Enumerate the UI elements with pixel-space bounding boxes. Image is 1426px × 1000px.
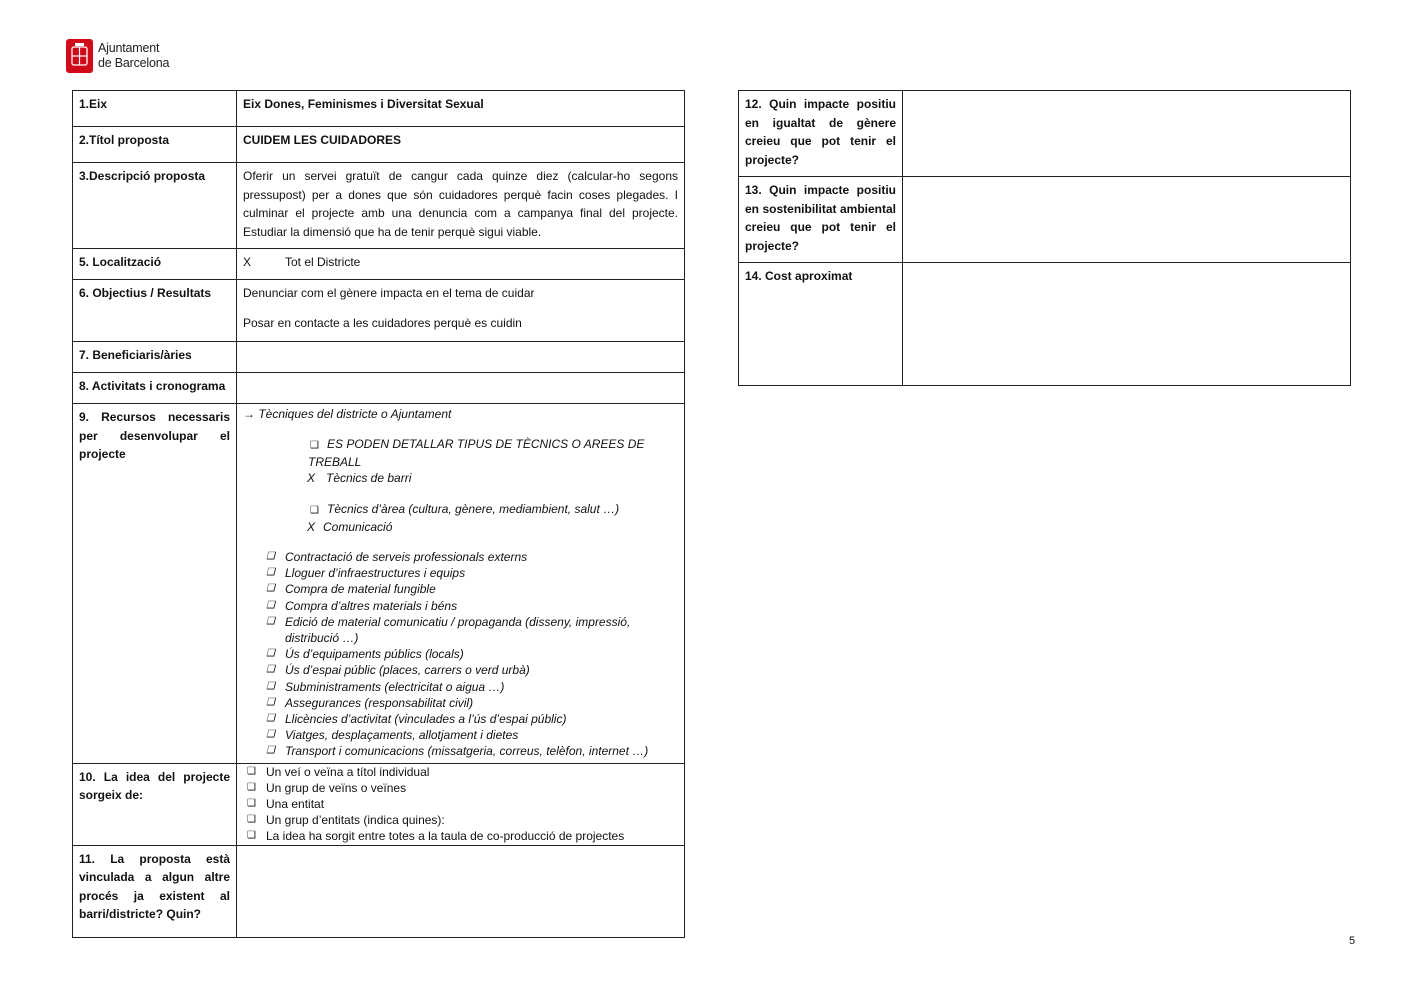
value-descripcio: Oferir un servei gratuït de cangur cada quinze diez (calcular-ho segons pressupost) per a dones que són cuidadores perquè facin coses plegades. I culminar el projecte amb una denuncia com a campanya final del projecte. Estudiar la dimensió que ha de tenir perquè sigui viable. [237, 163, 685, 249]
recurs-item-text: Assegurances (responsabilitat civil) [285, 695, 474, 710]
row-recursos [73, 404, 685, 764]
x-mark: X [307, 519, 316, 534]
value-impacte-ambiental[interactable] [903, 177, 1351, 263]
recurs-item-text: Ús d’equipaments públics (locals) [285, 647, 464, 662]
row-titol [73, 127, 685, 163]
recurs-item [264, 549, 678, 565]
localitzacio-mark: X [243, 255, 252, 269]
checkbox-icon[interactable]: ❑ [266, 567, 275, 579]
origen-item-text: Un grup d’entitats (indica quines): [266, 813, 445, 828]
checkbox-icon[interactable]: ❑ [266, 599, 275, 611]
label-activitats: 8. Activitats i cronograma [73, 373, 237, 404]
recurs-item-text: Compra de material fungible [285, 582, 436, 597]
objectiu-2: Posar en contacte a les cuidadores perquè es cuidin [243, 315, 522, 330]
recursos-detall-block [308, 436, 678, 535]
recurs-item [264, 598, 678, 614]
checkbox-icon[interactable]: ❑ [247, 765, 256, 777]
recursos-sub-2 [308, 501, 678, 519]
recurs-item [264, 679, 678, 695]
origen-item [245, 812, 678, 828]
origen-item-text: La idea ha sorgit entre totes a la taula de co-producció de projectes [266, 829, 625, 844]
recurs-item-text: Viatges, desplaçaments, allotjament i dietes [285, 728, 519, 743]
row-activitats [73, 373, 685, 404]
checkbox-icon[interactable]: ❑ [266, 615, 275, 627]
checkbox-icon[interactable]: ❑ [247, 781, 256, 793]
checkbox-icon[interactable]: ❑ [266, 729, 275, 741]
label-descripcio: 3.Descripció proposta [73, 163, 237, 249]
checkbox-icon[interactable]: ❑ [266, 648, 275, 660]
recurs-item [264, 565, 678, 581]
value-recursos [237, 404, 685, 764]
recurs-item-text: Edició de material comunicatiu / propaganda (disseny, impressió, distribució …) [285, 614, 631, 646]
row-descripcio [73, 163, 685, 249]
recurs-item-text: Llicències d’activitat (vinculades a l’ús d’espai públic) [285, 712, 567, 727]
value-eix: Eix Dones, Feminismes i Diversitat Sexual [237, 91, 685, 127]
recursos-sub-1-text: ES PODEN DETALLAR TIPUS DE TÈCNICS O AREES DE TREBALL [308, 437, 645, 470]
label-localitzacio: 5. Localització [73, 249, 237, 280]
row-impacte-genere [739, 91, 1351, 177]
localitzacio-text: Tot el Districte [285, 255, 361, 269]
recurs-item [264, 646, 678, 662]
logo-line-2: de Barcelona [98, 56, 170, 70]
label-beneficiaris: 7. Beneficiaris/àries [73, 342, 237, 373]
row-objectius [73, 280, 685, 342]
row-origen [73, 763, 685, 845]
recursos-x-2 [307, 519, 678, 535]
value-vinculada[interactable] [237, 845, 685, 937]
checkbox-icon[interactable]: ❑ [266, 713, 275, 725]
row-impacte-ambiental [739, 177, 1351, 263]
value-beneficiaris[interactable] [237, 342, 685, 373]
checkbox-icon[interactable]: ❑ [247, 798, 256, 810]
recurs-item [264, 581, 678, 597]
label-impacte-genere: 12. Quin impacte positiu en igualtat de gènere creieu que pot tenir el projecte? [739, 91, 903, 177]
origen-item [245, 764, 678, 780]
value-activitats[interactable] [237, 373, 685, 404]
recursos-x-2-text: Comunicació [323, 519, 393, 534]
page-number: 5 [1349, 935, 1356, 947]
recurs-item [264, 662, 678, 678]
checkbox-icon[interactable]: ❑ [266, 551, 275, 563]
label-vinculada: 11. La proposta està vinculada a algun altre procés ja existent al barri/districte? Quin? [73, 845, 237, 937]
recurs-item [264, 727, 678, 743]
recursos-checklist [264, 549, 678, 760]
checkbox-icon[interactable]: ❑ [266, 680, 275, 692]
recursos-x-1 [307, 470, 678, 486]
checkbox-icon[interactable]: ❑ [266, 583, 275, 595]
row-localitzacio [73, 249, 685, 280]
objectiu-1: Denunciar com el gènere impacta en el tema de cuidar [243, 286, 535, 300]
logo-line-1: Ajuntament [98, 41, 160, 55]
checkbox-icon[interactable]: ❑ [266, 664, 275, 676]
origen-item-text: Una entitat [266, 797, 325, 812]
project-form-right-table [738, 90, 1351, 386]
origen-checklist [245, 764, 678, 845]
logo-text [98, 41, 169, 71]
checkbox-icon[interactable]: ❑ [266, 745, 275, 757]
recurs-item-text: Ús d’espai públic (places, carrers o verd urbà) [285, 663, 530, 678]
recurs-item-text: Compra d’altres materials i béns [285, 598, 458, 613]
recurs-item-text: Transport i comunicacions (missatgeria, correus, telèfon, internet …) [285, 744, 649, 759]
project-form-left-table [72, 90, 685, 938]
checkbox-icon[interactable]: ❑ [310, 504, 319, 516]
origen-item [245, 828, 678, 844]
value-origen [237, 763, 685, 845]
recurs-item-text: Contractació de serveis professionals externs [285, 550, 528, 565]
label-impacte-ambiental: 13. Quin impacte positiu en sostenibilitat ambiental creieu que pot tenir el projecte? [739, 177, 903, 263]
value-titol: CUIDEM LES CUIDADORES [237, 127, 685, 163]
row-cost [739, 263, 1351, 386]
recurs-item-text: Subministraments (electricitat o aigua …) [285, 679, 505, 694]
row-eix [73, 91, 685, 127]
recursos-sub-1 [308, 436, 678, 470]
value-localitzacio [237, 249, 685, 280]
recurs-item [264, 711, 678, 727]
barcelona-shield-icon [66, 39, 93, 73]
recurs-item [264, 743, 678, 759]
value-objectius [237, 280, 685, 342]
label-origen: 10. La idea del projecte sorgeix de: [73, 763, 237, 845]
recurs-item [264, 695, 678, 711]
row-beneficiaris [73, 342, 685, 373]
label-eix: 1.Eix [73, 91, 237, 127]
label-cost: 14. Cost aproximat [739, 263, 903, 386]
label-objectius: 6. Objectius / Resultats [73, 280, 237, 342]
checkbox-icon[interactable]: ❑ [247, 814, 256, 826]
recurs-item [264, 614, 678, 646]
checkbox-icon[interactable]: ❑ [247, 830, 256, 842]
origen-item-text: Un veí o veïna a títol individual [266, 764, 430, 779]
recursos-sub-2-text: Tècnics d’àrea (cultura, gènere, mediambient, salut …) [327, 501, 620, 516]
recursos-tecniques: → Tècniques del districte o Ajuntament [243, 407, 452, 421]
checkbox-icon[interactable]: ❑ [310, 440, 319, 451]
x-mark: X [307, 471, 316, 486]
origen-item-text: Un grup de veïns o veïnes [266, 780, 407, 795]
recurs-item-text: Lloguer d’infraestructures i equips [285, 566, 466, 581]
label-titol: 2.Títol proposta [73, 127, 237, 163]
row-vinculada [73, 845, 685, 937]
label-recursos: 9. Recursos necessaris per desenvolupar el projecte [73, 404, 237, 764]
value-cost[interactable] [903, 263, 1351, 386]
ajuntament-logo [66, 39, 186, 75]
origen-item [245, 796, 678, 812]
origen-item [245, 780, 678, 796]
value-impacte-genere[interactable] [903, 91, 1351, 177]
checkbox-icon[interactable]: ❑ [266, 696, 275, 708]
recursos-x-1-text: Tècnics de barri [326, 471, 412, 486]
